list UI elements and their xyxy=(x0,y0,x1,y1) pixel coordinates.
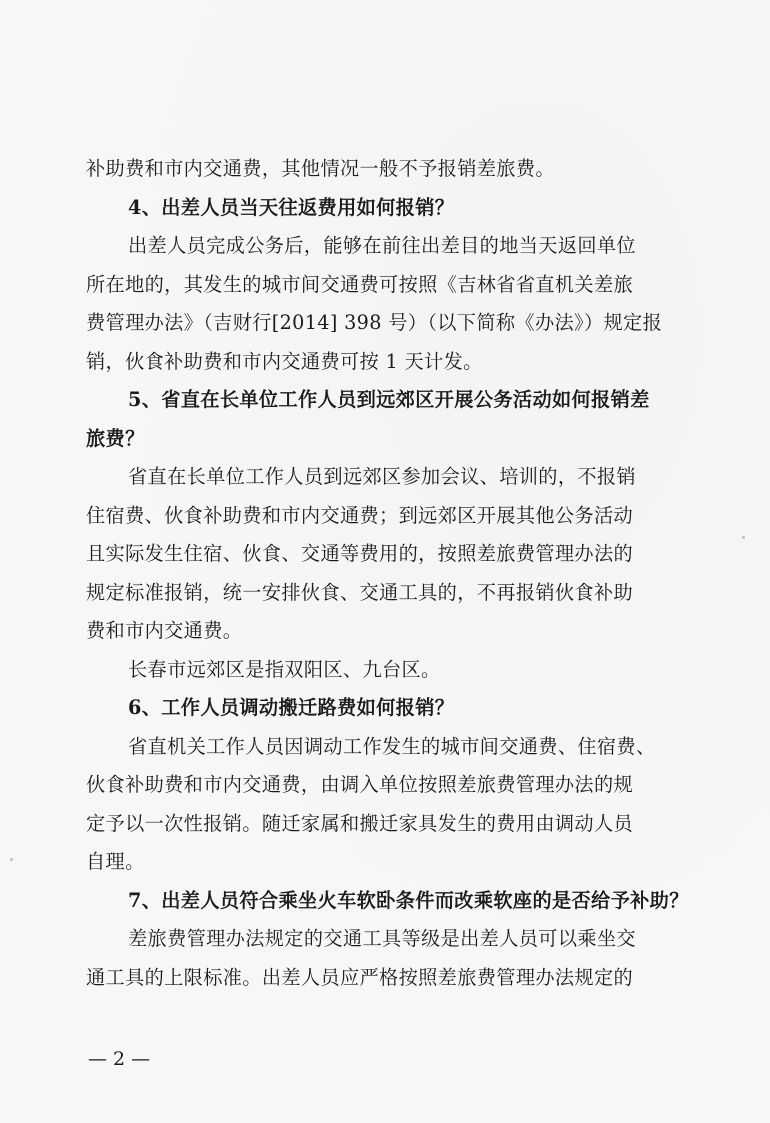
question-heading-continued: 旅费？ xyxy=(86,427,145,450)
body-text-line: 补助费和市内交通费，其他情况一般不予报销差旅费。 xyxy=(86,157,555,180)
scan-speck xyxy=(742,536,745,539)
body-text-line: 所在地的，其发生的城市间交通费可按照《吉林省省直机关差旅 xyxy=(86,273,634,296)
body-text-line: 规定标准报销，统一安排伙食、交通工具的，不再报销伙食补助 xyxy=(86,581,634,604)
scan-speck xyxy=(10,858,13,861)
body-text-line: 费管理办法》（吉财行[2014] 398 号）（以下简称《办法》）规定报 xyxy=(86,311,663,334)
question-heading: 5、省直在长单位工作人员到远郊区开展公务活动如何报销差 xyxy=(128,388,650,411)
body-text-line: 省直机关工作人员因调动工作发生的城市间交通费、住宿费、 xyxy=(128,735,656,758)
body-text-line: 且实际发生住宿、伙食、交通等费用的，按照差旅费管理办法的 xyxy=(86,542,634,565)
body-text-line: 省直在长单位工作人员到远郊区参加会议、培训的，不报销 xyxy=(128,465,636,488)
body-text-line: 长春市远郊区是指双阳区、九台区。 xyxy=(128,658,441,681)
body-text-line: 销，伙食补助费和市内交通费可按 1 天计发。 xyxy=(86,350,483,373)
question-heading: 6、工作人员调动搬迁路费如何报销？ xyxy=(128,696,455,719)
body-text-line: 出差人员完成公务后，能够在前往出差目的地当天返回单位 xyxy=(128,234,636,257)
question-heading: 4、出差人员当天往返费用如何报销？ xyxy=(128,196,455,219)
body-text-line: 伙食补助费和市内交通费，由调入单位按照差旅费管理办法的规 xyxy=(86,773,634,796)
body-text-line: 通工具的上限标准。出差人员应严格按照差旅费管理办法规定的 xyxy=(86,966,634,989)
body-text-line: 定予以一次性报销。随迁家属和搬迁家具发生的费用由调动人员 xyxy=(86,812,634,835)
question-heading: 7、出差人员符合乘坐火车软卧条件而改乘软座的是否给予补助？ xyxy=(128,889,689,912)
body-text-line: 住宿费、伙食补助费和市内交通费；到远郊区开展其他公务活动 xyxy=(86,504,634,527)
body-text-line: 费和市内交通费。 xyxy=(86,619,243,642)
body-text-line: 自理。 xyxy=(86,850,145,873)
body-text-line: 差旅费管理办法规定的交通工具等级是出差人员可以乘坐交 xyxy=(128,927,636,950)
page-number: — 2 — xyxy=(88,1048,151,1070)
